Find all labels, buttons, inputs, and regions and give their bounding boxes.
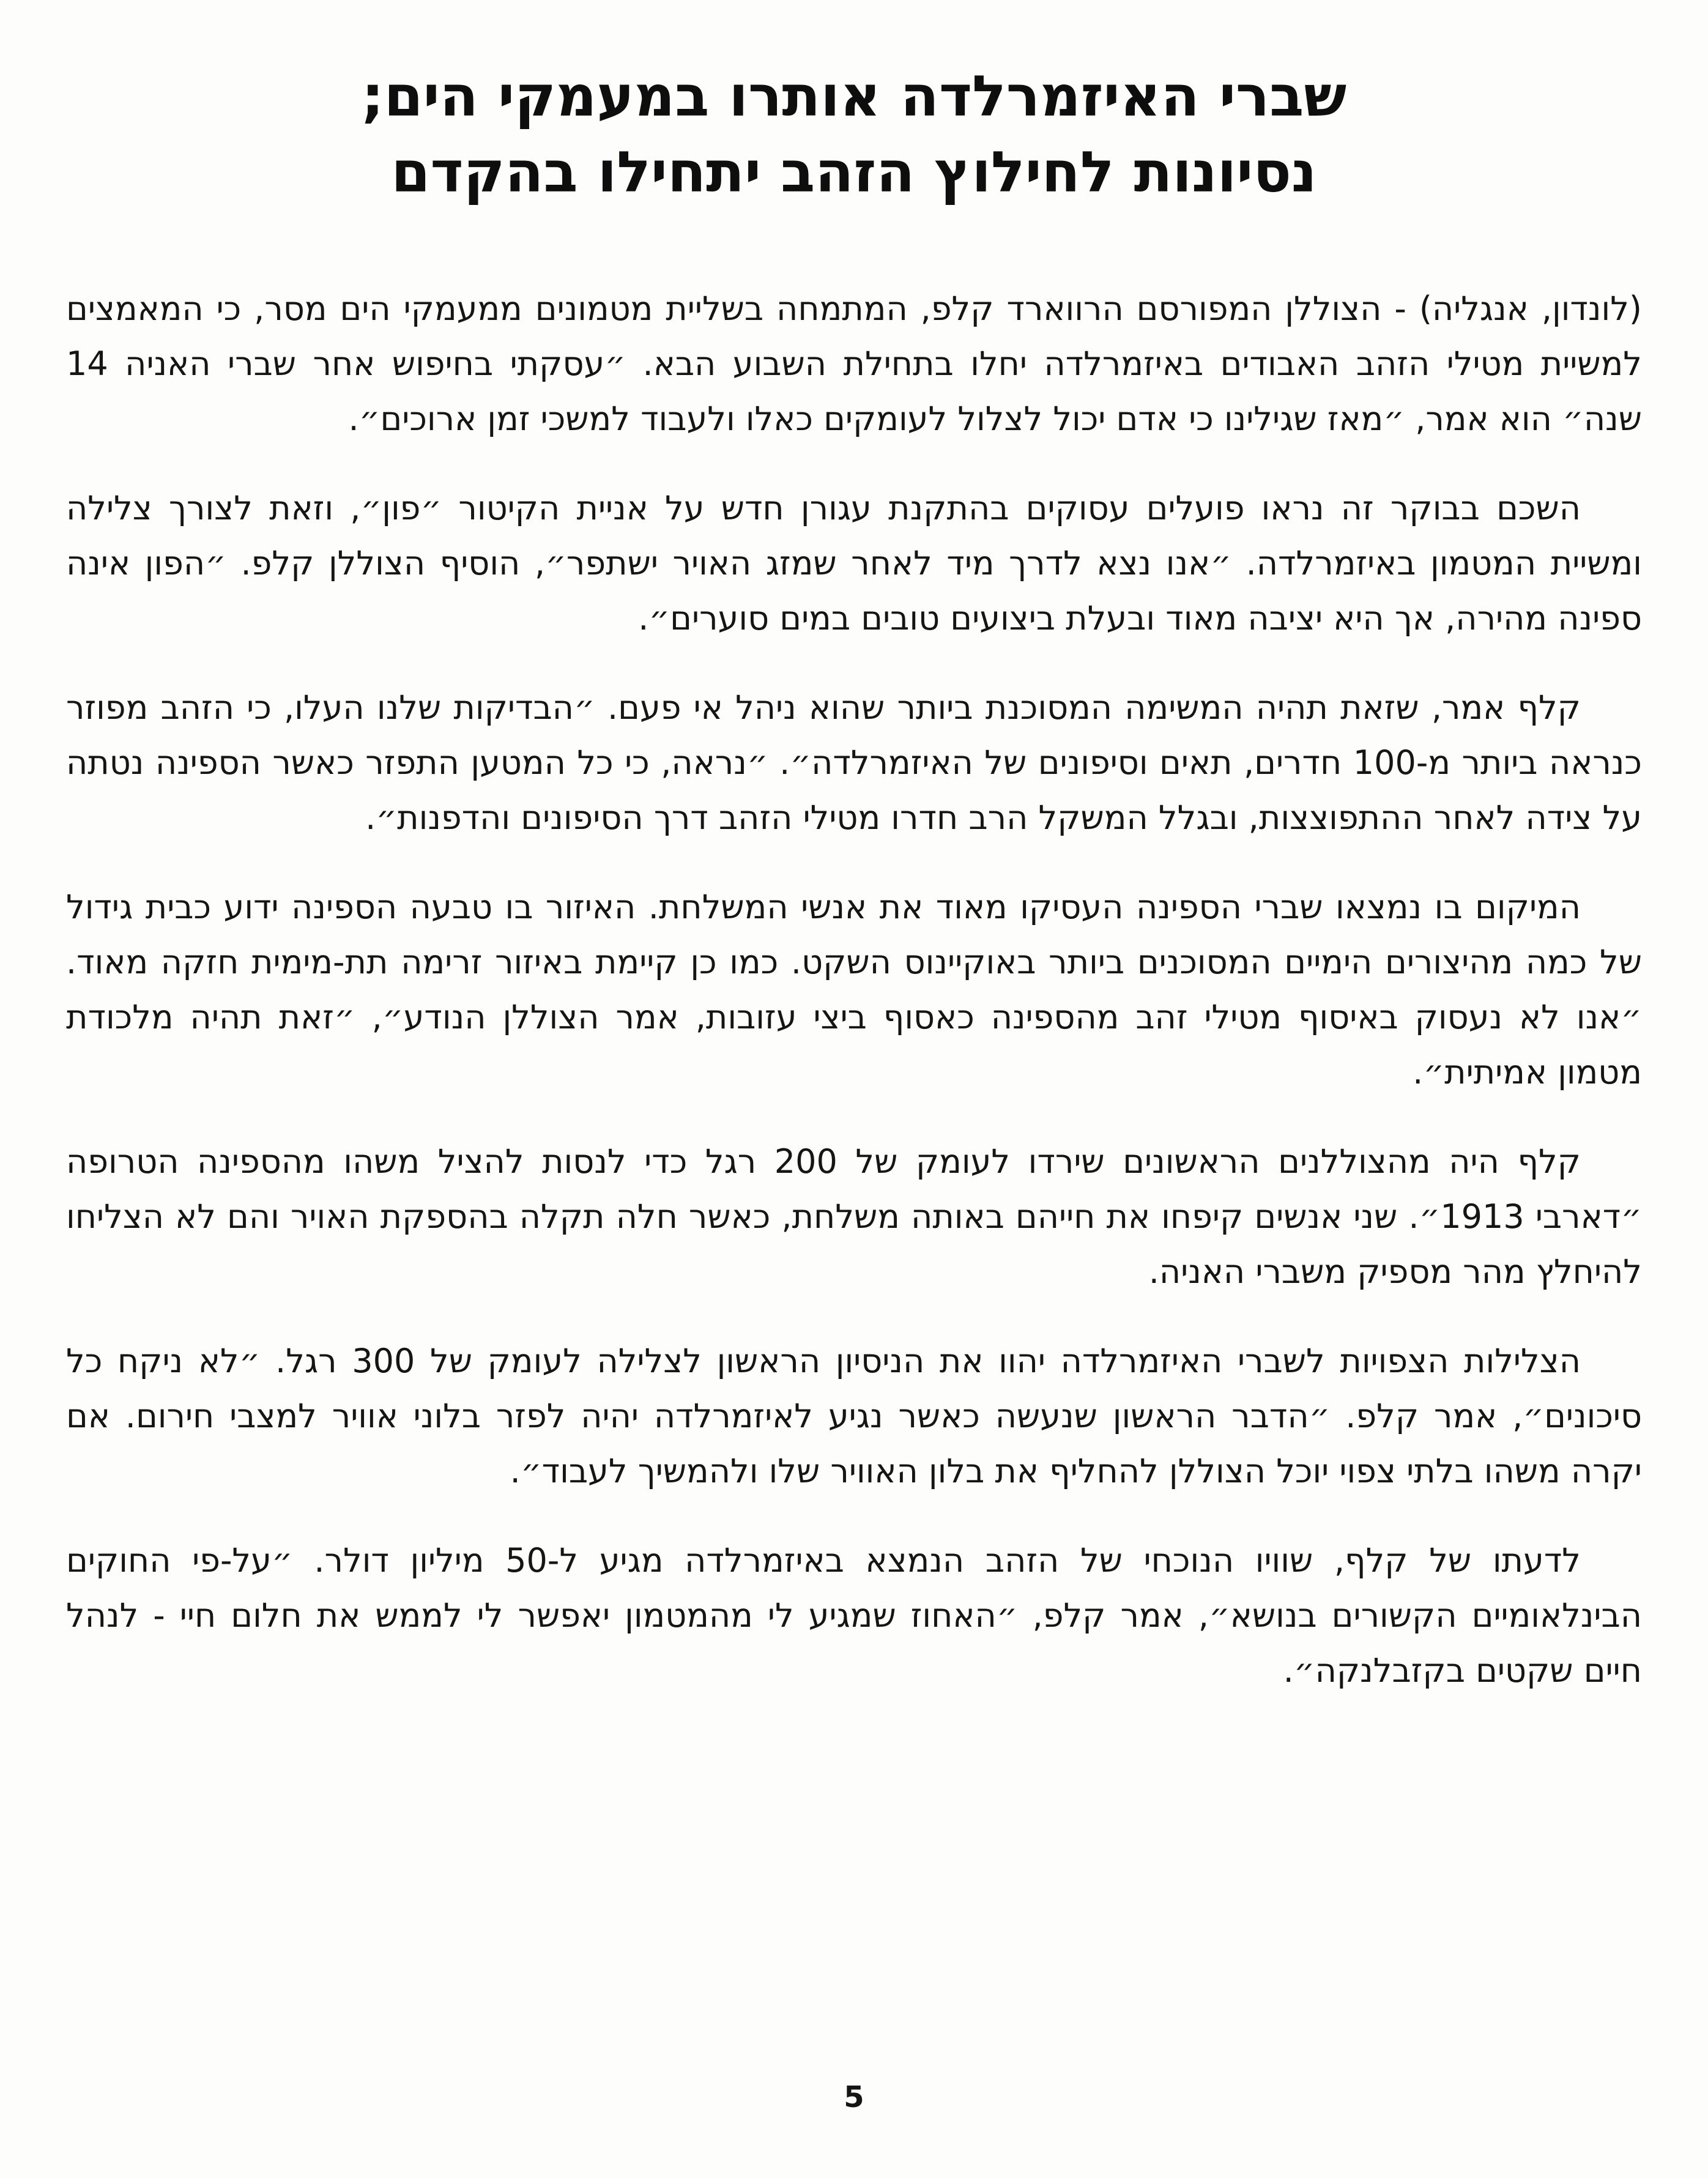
paragraph-4: המיקום בו נמצאו שברי הספינה העסיקו מאוד את אנשי המשלחת. האיזור בו טבעה הספינה ידוע כבית גידול של כמה מהיצורים הימיים המסוכנים ביותר באוקיינוס השקט. כמו כן קיימת באיזור זרימה תת-מימית חזקה מאוד. ״אנו לא נעסוק באיסוף מטילי זהב מהספינה כאסוף ביצי עזובות, אמר הצוללן הנודע״, ״זאת תהיה מלכודת מטמון אמיתית״. xyxy=(66,888,1642,1091)
headline xyxy=(184,59,1524,210)
paragraph-3: קלף אמר, שזאת תהיה המשימה המסוכנת ביותר שהוא ניהל אי פעם. ״הבדיקות שלנו העלו, כי הזהב מפוזר כנראה ביותר מ-100 חדרים, תאים וסיפונים של האיזמרלדה״. ״נראה, כי כל המטען התפזר כאשר הספינה נטתה על צידה לאחר ההתפוצצות, ובגלל המשקל הרב חדרו מטילי הזהב דרך הסיפונים והדפנות״. xyxy=(66,688,1642,837)
page-number: 5 xyxy=(844,2080,864,2114)
paragraph-6: הצלילות הצפויות לשברי האיזמרלדה יהוו את הניסיון הראשון לצלילה לעומק של 300 רגל. ״לא ניקח כל סיכונים״, אמר קלפ. ״הדבר הראשון שנעשה כאשר נגיע לאיזמרלדה יהיה לפזר בלוני אוויר למצבי חירום. אם יקרה משהו בלתי צפוי יוכל הצוללן להחליף את בלון האוויר שלו ולהמשיך לעבוד״. xyxy=(66,1342,1642,1490)
paragraph-7: לדעתו של קלף, שוויו הנוכחי של הזהב הנמצא באיזמרלדה מגיע ל-50 מיליון דולר. ״על-פי החוקים הבינלאומיים הקשורים בנושא״, אמר קלפ, ״האחוז שמגיע לי מהמטמון יאפשר לי לממש את חלום חיי - לנהל חיים שקטים בקזבלנקה״. xyxy=(66,1541,1642,1690)
article-body xyxy=(66,281,1642,1733)
paragraph-5: קלף היה מהצוללנים הראשונים שירדו לעומק של 200 רגל כדי לנסות להציל משהו מהספינה הטרופה ״דארבי 1913״. שני אנשים קיפחו את חייהם באותה משלחת, כאשר חלה תקלה בהספקת האויר והם לא הצליחו להיחלץ מהר מספיק משברי האניה. xyxy=(66,1142,1642,1291)
paragraph-2: השכם בבוקר זה נראו פועלים עסוקים בהתקנת עגורן חדש על אניית הקיטור ״פון״, וזאת לצורך צלילה ומשיית המטמון באיזמרלדה. ״אנו נצא לדרך מיד לאחר שמזג האויר ישתפר״, הוסיף הצוללן קלפ. ״הפון אינה ספינה מהירה, אך היא יציבה מאוד ובעלת ביצועים טובים במים סוערים״. xyxy=(66,489,1642,637)
headline-line-1: שברי האיזמרלדה אותרו במעמקי הים; xyxy=(361,64,1347,129)
headline-line-2: נסיונות לחילוץ הזהב יתחילו בהקדם xyxy=(391,139,1317,205)
paragraph-1: (לונדון, אנגליה) - הצוללן המפורסם הרווארד קלפ, המתמחה בשליית מטמונים ממעמקי הים מסר, כי המאמצים למשיית מטילי הזהב האבודים באיזמרלדה יחלו בתחילת השבוע הבא. ״עסקתי בחיפוש אחר שברי האניה 14 שנה״ הוא אמר, ״מאז שגילינו כי אדם יכול לצלול לעומקים כאלו ולעבוד למשכי זמן ארוכים״. xyxy=(66,289,1642,438)
